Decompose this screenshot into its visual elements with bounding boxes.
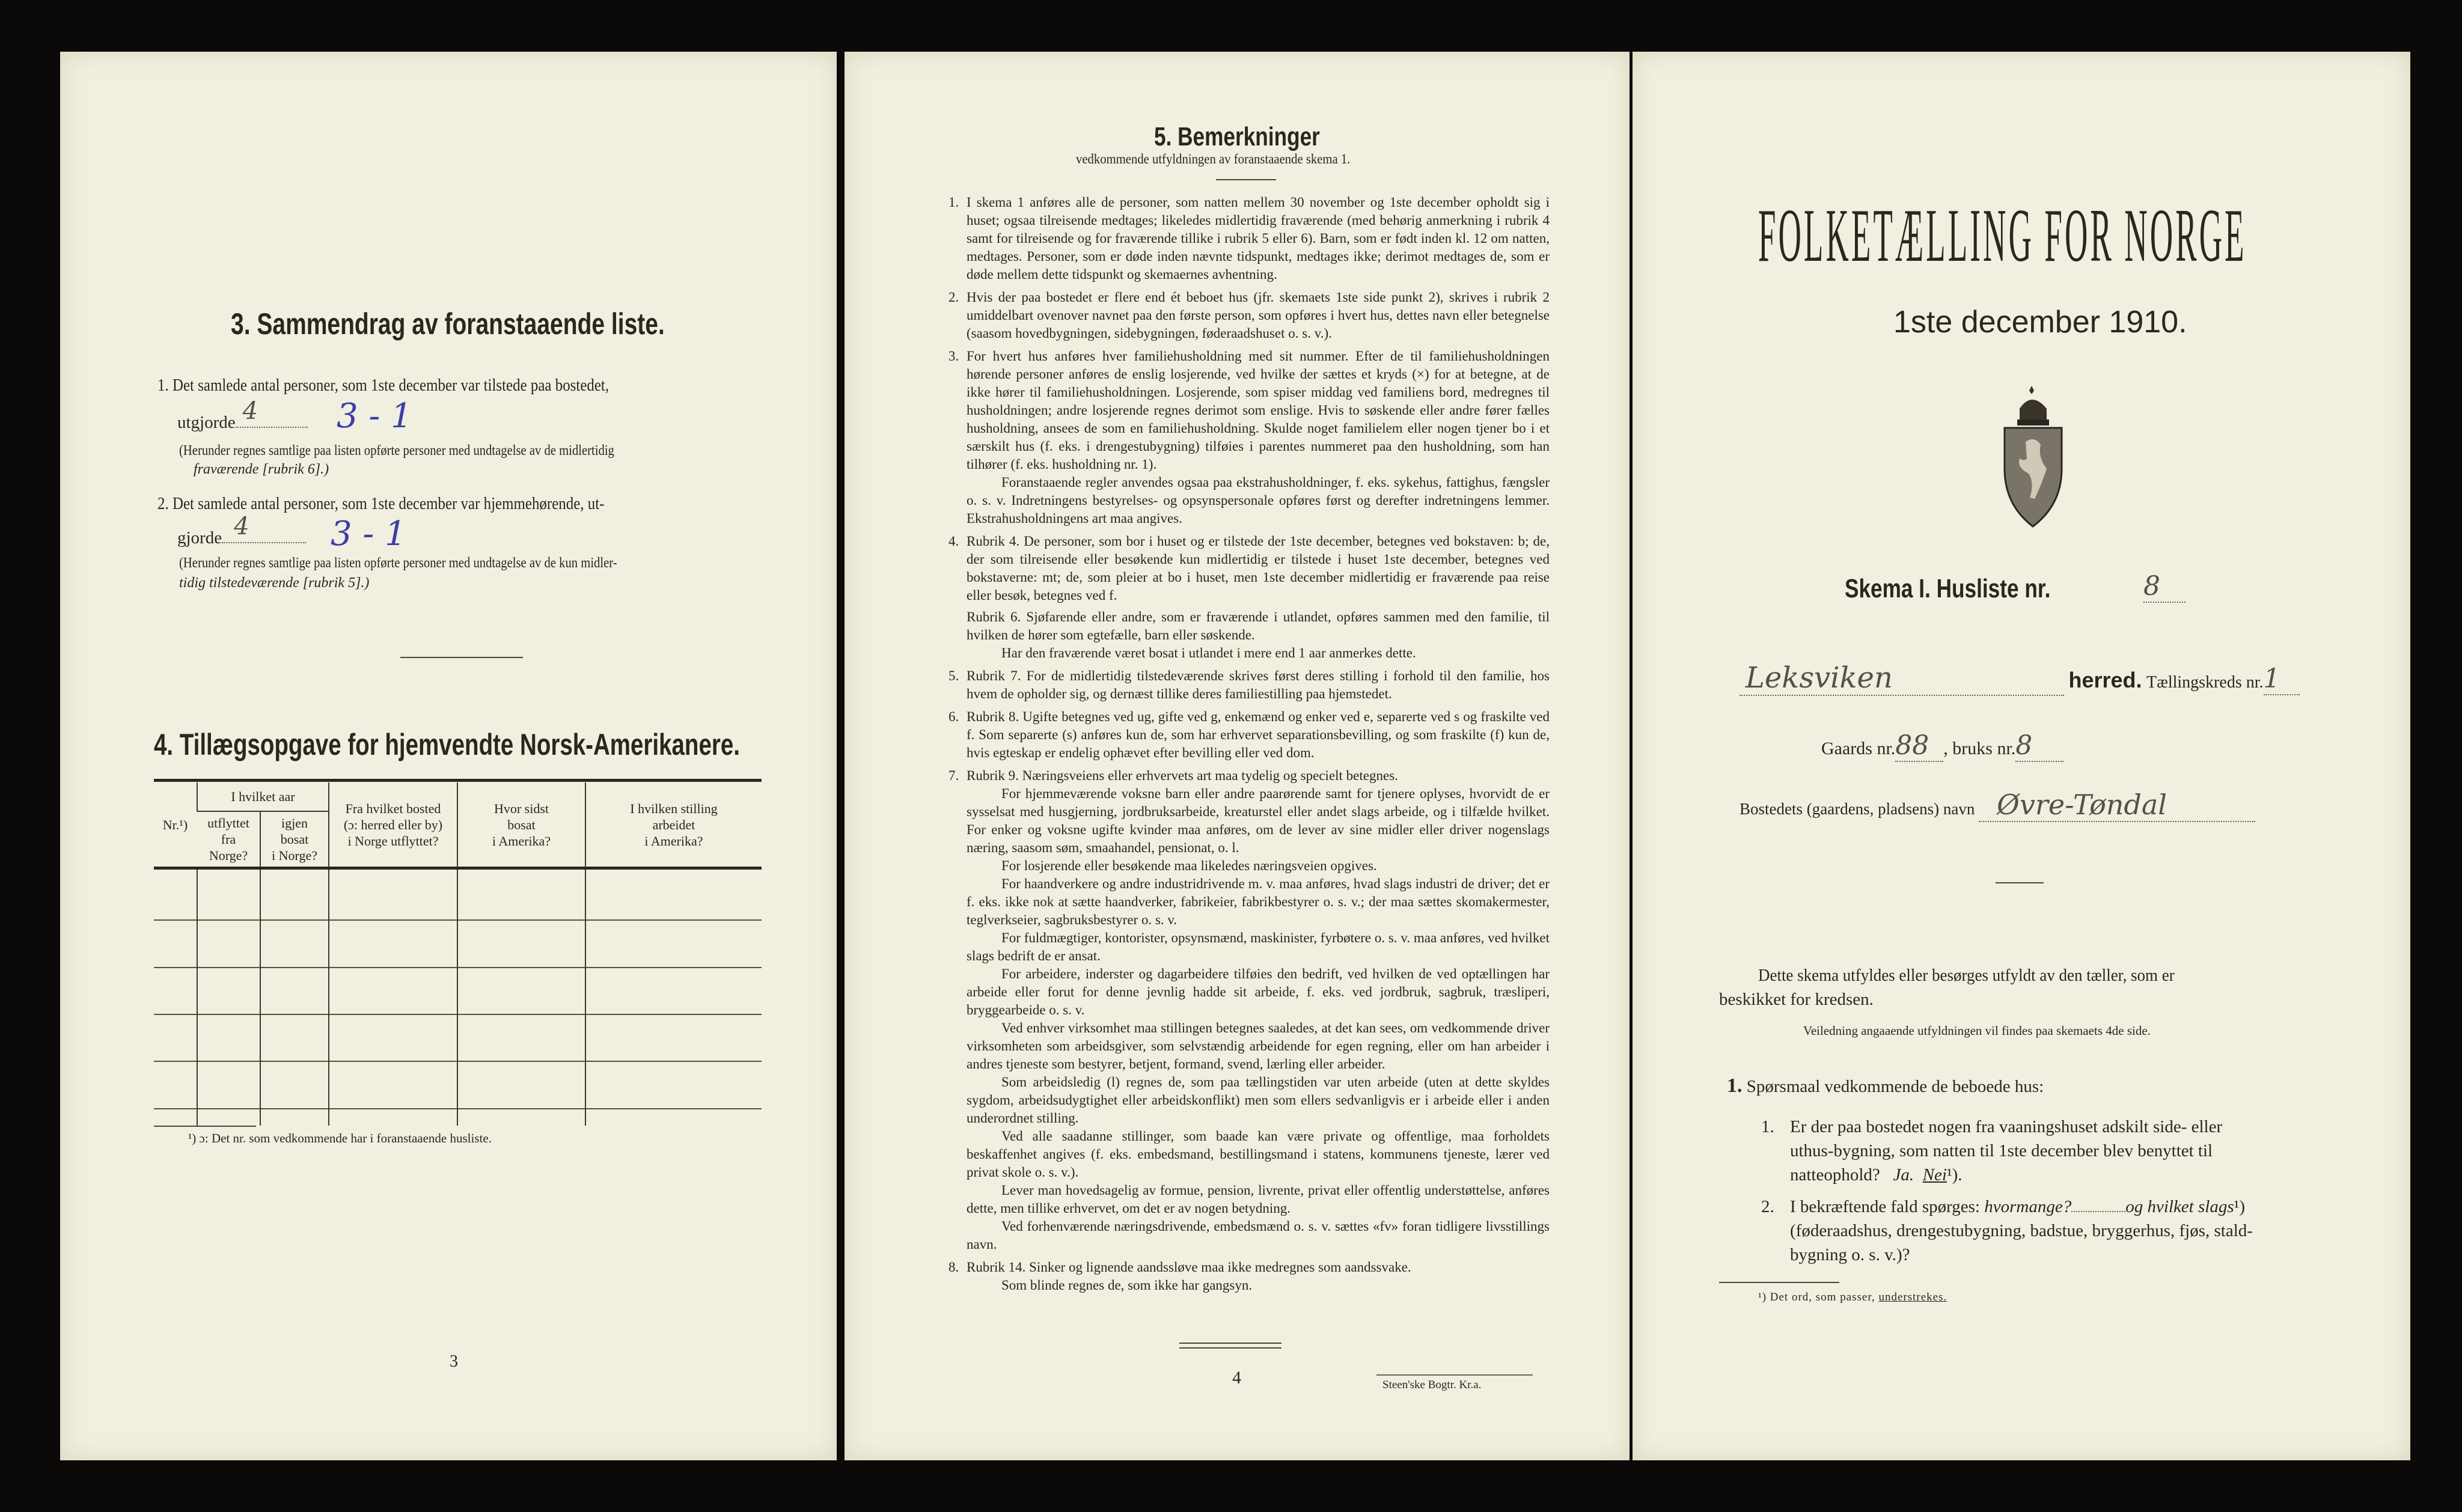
- table-row: [154, 870, 762, 920]
- kreds-value: 1: [2263, 663, 2280, 694]
- answer-ja: Ja.: [1893, 1165, 1914, 1184]
- remark-subparagraph: Har den fraværende været bosat i utlandet i mere end 1 aar anmerkes dette.: [1001, 645, 1416, 660]
- table-footnote: ¹) ɔ: Det nr. som vedkommende har i foranstaaende husliste.: [188, 1131, 492, 1145]
- remark-subparagraph: Ved enhver virksomhet maa stillingen betegnes saaledes, at det kan sees, om vedkommende driver virksomheten som arbeidsgiver, som selvstændig arbeidende for egen regning, eller om han arbeider i andres tjeneste som bestyrer, betjent, formand, svend, lærling eller arbeider.: [967, 1020, 1550, 1072]
- section5-title: 5. Bemerkninger: [1154, 122, 1320, 151]
- husliste-nr-field: 8: [2143, 571, 2186, 603]
- section3-title: 3. Sammendrag av foranstaaende liste.: [231, 307, 665, 341]
- coat-of-arms-icon: [2002, 385, 2065, 529]
- summary-note-2b: tidig tilstedeværende [rubrik 5].): [179, 575, 370, 591]
- table-row: [154, 968, 762, 1014]
- header-nr: Nr.¹): [162, 817, 188, 832]
- header-returned: igjen bosat i Norge?: [260, 811, 329, 867]
- herred-value: Leksviken: [1746, 661, 1893, 695]
- remark-item: [948, 767, 1550, 1254]
- herred-line: Leksviken herred. Tællingskreds nr.1: [1740, 661, 2300, 696]
- header-occupation: I hvilken stilling arbeidet i Amerika?: [585, 782, 762, 867]
- remark-item: [948, 708, 1550, 762]
- ornament-icon: [1996, 882, 2044, 883]
- summary-item-2: 2. Det samlede antal personer, som 1ste december var hjemmehørende, ut-: [157, 494, 605, 513]
- remark-text: Rubrik 9. Næringsveiens eller erhvervets art maa tydelig og specielt betegnes.: [967, 768, 1398, 783]
- remark-number: 2.: [948, 290, 959, 305]
- summary-note-1b: fraværende [rubrik 6].): [194, 462, 329, 477]
- remark-text: Rubrik 7. For de midlertidig tilstedeværende skrives først deres stilling i forhold til den familie, hos hvem de opholder sig, og dernæst tillike deres familiestilling paa hjemstedet.: [967, 668, 1550, 701]
- remark-text: Rubrik 14. Sinker og lignende aandssløve maa ikke medregnes som aandssvake.: [967, 1260, 1411, 1275]
- remark-number: 4.: [948, 534, 959, 549]
- table-row: [154, 1061, 762, 1109]
- remark-item: [948, 532, 1550, 662]
- summary-item-1: 1. Det samlede antal personer, som 1ste december var tilstede paa bostedet,: [157, 376, 609, 395]
- remark-text: Hvis der paa bostedet er flere end ét beboet hus (jfr. skemaets 1ste side punkt 2), skrives i rubrik 2 umiddelbart ovenover navnet paa den første person, som opføres i hvert hus, dettes navn eller betegnelse (saasom hovedbygningen, sidebygningen, føderaadshuset o. s. v.).: [967, 290, 1550, 341]
- page-number: 3: [450, 1352, 458, 1371]
- remark-text: For hvert hus anføres hver familiehusholdning med sit nummer. Efter de til familiehusholdningen hørende personer anføres de enslig losjerende, ved hvilke der sættes et kryds (×) for at betegne, at de ikke hører til familiehusholdningen. Losjerende, som spiser middag ved familiens bord, medregnes til husholdningen; andre losjerende regnes derimot som enslige. Hvis to søskende eller andre fører fælles husholdning, ansees de som en familiehusholdning. Skulde noget familielem eller nogen tjener bo i et særskilt hus (f. eks. i drengestubygning) tilføies i parentes nummeret paa den husholdning, som han tilhører (f. eks. husholdning nr. 1).: [967, 349, 1550, 472]
- census-date: 1ste december 1910.: [1893, 305, 2187, 340]
- remark-subparagraph: Ved alle saadanne stillinger, som baade kan være private og offentlige, maa forholdets beskaffenhet angives (f. eks. embedsmand, bestillingsmand i statens, kommunens tjeneste, lærer ved privat skole o. s. v.).: [967, 1129, 1550, 1180]
- table-top-rule: [154, 779, 762, 782]
- right-footnote: ¹) Det ord, som passer, understrekes.: [1758, 1291, 1947, 1303]
- section4-title: 4. Tillægsopgave for hjemvendte Norsk-Amerikanere.: [154, 728, 740, 761]
- remark-item: [948, 288, 1550, 343]
- printer-imprint: Steen'ske Bogtr. Kr.a.: [1382, 1379, 1482, 1391]
- remark-subparagraph: Som blinde regnes de, som ikke har gangsyn.: [1001, 1278, 1253, 1293]
- divider: [400, 657, 523, 658]
- header-last-residence: Hvor sidst bosat i Amerika?: [457, 782, 585, 867]
- table-row: [154, 1014, 762, 1061]
- footnote-rule: [154, 1126, 256, 1127]
- remark-number: 7.: [948, 768, 959, 783]
- handwritten-count: 4: [242, 397, 258, 425]
- remark-text: Rubrik 4. De personer, som bor i huset og er tilstede der 1ste december, betegnes ved bokstaven: b; de, der som tilreisende eller besøkende kun midlertidig er tilstede i huset 1ste december, betegnes ved bokstaverne: mt; de, som pleier at bo i huset, men 1ste december midlertidig er fraværende paa reise eller besøk, betegnes ved f.: [967, 534, 1550, 603]
- header-from-where: Fra hvilket bosted (ɔ: herred eller by) i Norge utflyttet?: [329, 782, 457, 867]
- divider: [1216, 179, 1276, 180]
- remark-subparagraph: Lever man hovedsagelig av formue, pension, livrente, privat eller offentlig understøttelse, anføres dette, men tillike erhvervet, om det er av nogen betydning.: [967, 1183, 1550, 1216]
- remark-number: 6.: [948, 709, 959, 724]
- header-year-group: I hvilket aar: [197, 782, 329, 811]
- remark-number: 8.: [948, 1260, 959, 1275]
- remark-subparagraph: For fuldmægtiger, kontorister, opsynsmænd, maskinister, fyrbøtere o. s. v. maa anføres, ved hvilket slags bedrift de er ansat.: [967, 930, 1550, 963]
- intro-text-2: beskikket for kredsen.: [1719, 990, 1874, 1009]
- printer-rule: [1376, 1374, 1533, 1376]
- handwritten-count: 4: [234, 513, 249, 540]
- guidance-note: Veiledning angaaende utfyldningen vil findes paa skemaets 4de side.: [1803, 1023, 2151, 1038]
- question-1: 1. Er der paa bostedet nogen fra vaaningshuset adskilt side- eller uthus-bygning, som natten til 1ste december blev benyttet til natteophold? Ja. Nei¹).: [1761, 1117, 2223, 1184]
- gaards-value: 88: [1895, 730, 1929, 761]
- remark-subparagraph: For arbeidere, inderster og dagarbeidere tilføies den bedrift, ved hvilken de ved optællingen har arbeide eller forut for denne jevnlig hadde sit arbeide, f. eks. ved jordbruk, sagbruk, træsliperi, bryggearbeide o. s. v.: [967, 966, 1550, 1017]
- bruks-value: 8: [2015, 730, 2033, 761]
- section5-subtitle: vedkommende utfyldningen av foranstaaende skema 1.: [1076, 151, 1351, 166]
- remark-subparagraph: Ved forhenværende næringsdrivende, embedsmænd o. s. v. sættes «fv» foran tidligere livsstillings navn.: [967, 1219, 1550, 1252]
- question-2: 2. I bekræftende fald spørges: hvormange? og hvilket slags¹) (føderaadshus, drengestubygning, badstue, bryggerhus, fjøs, stald- bygning o. s. v.)?: [1761, 1197, 2253, 1264]
- pencil-correction: 3 - 1: [337, 397, 412, 436]
- table-row: [154, 1109, 762, 1126]
- remark-text: Rubrik 6. Sjøfarende eller andre, som er fraværende i utlandet, opføres sammen med den familie, til hvilken de hører som egtefælle, barn eller søskende.: [967, 609, 1550, 642]
- remark-item: [948, 1258, 1550, 1294]
- remark-number: 5.: [948, 668, 959, 683]
- remark-number: 3.: [948, 349, 959, 364]
- bosted-value: Øvre-Tøndal: [1997, 788, 2167, 821]
- page-number: 4: [1232, 1368, 1241, 1388]
- remark-item: [948, 667, 1550, 703]
- remark-subparagraph: For losjerende eller besøkende maa likeledes næringsveien opgives.: [1001, 858, 1377, 873]
- pencil-correction: 3 - 1: [331, 514, 406, 553]
- remark-number: 1.: [948, 195, 959, 210]
- question-heading: 1. Spørsmaal vedkommende de beboede hus:: [1727, 1075, 2044, 1097]
- summary-item-1-value: utgjorde 4: [177, 409, 308, 433]
- norsk-amerikanere-table: [154, 782, 762, 1126]
- table-row: [154, 920, 762, 968]
- summary-item-2-value: gjorde 4: [177, 524, 306, 548]
- double-rule: [1179, 1343, 1281, 1349]
- bosted-line: Bostedets (gaardens, pladsens) navn Øvre-Tøndal: [1740, 788, 2255, 822]
- remark-subparagraph: For hjemmeværende voksne barn eller andre paarørende samt for tjenere oplyses, hvorvidt de er sysselsat med husgjerning, jordbruksarbeide, kreaturstel eller andet slags arbeide, og i tilfælde hvilket. For enker og voksne ugifte kvinder maa anføres, om de lever av sine midler eller driver nogenslags næring, saasom søm, smaahandel, pensionat, o. l.: [967, 786, 1550, 855]
- remark-item: [948, 194, 1550, 284]
- footnote-rule: [1719, 1282, 1839, 1283]
- remark-text: Rubrik 8. Ugifte betegnes ved ug, gifte ved g, enkemænd og enker ved e, separerte ved s og fraskilte ved f. Som separerte (s) anføres kun de, som har erhvervet separationsbevilling, og som fraskilte (f) kun de, hvis egteskap er endelig ophævet efter bevilling eller ved dom.: [967, 709, 1550, 760]
- remarks-list: [948, 194, 1550, 1299]
- census-title: FOLKETÆLLING FOR NORGE: [1758, 194, 2247, 278]
- gaards-line: Gaards nr.88 , bruks nr.8: [1821, 730, 2063, 762]
- remark-subparagraph: Som arbeidsledig (l) regnes de, som paa tællingstiden var uten arbeide (uten at dette skyldes sygdom, arbeidsudygtighet eller arbeidskonflikt) men som ellers sedvanligvis er i arbeide eller i anden underordnet stilling.: [967, 1075, 1550, 1126]
- intro-text: Dette skema utfyldes eller besørges utfyldt av den tæller, som er: [1758, 966, 2175, 985]
- remark-subparagraph: For haandverkere og andre industridrivende m. v. maa anføres, hvad slags industri de driver; det er f. eks. ikke nok at sætte haandverker, fabrikeier, fabrikbestyrer o. s. v.; der maa sættes skomakermester, teglverkseier, sagbruksbestyrer o. s. v.: [967, 876, 1550, 927]
- remark-subparagraph: Foranstaaende regler anvendes ogsaa paa ekstrahusholdninger, f. eks. sykehus, fattighus, fængsler o. s. v. Indretningens bestyrelses- og opsynspersonale opføres først og derefter indretningens lemmer. Ekstrahusholdningens art maa angives.: [967, 475, 1550, 526]
- remark-item: [948, 347, 1550, 528]
- header-emigrated: utflyttet fra Norge?: [207, 815, 249, 863]
- remark-text: I skema 1 anføres alle de personer, som natten mellem 30 november og 1ste december opholdt sig i huset; ogsaa tilreisende medtages; likeledes midlertidig fraværende (med behørig anmerkning i rubrik 4 samt for tilreisende og for fraværende tillike i rubrik 5 eller 6). Barn, som er født inden kl. 12 om natten, medtages. Personer, som er døde inden nævnte tidspunkt, medtages ikke; derimot medtages de, som er døde mellem dette tidspunkt og skemaernes avhentning.: [967, 195, 1550, 282]
- summary-note-2: (Herunder regnes samtlige paa listen opførte personer med undtagelse av de kun midler-: [179, 555, 617, 571]
- answer-nei-underlined: Nei: [1922, 1165, 1947, 1184]
- schema-label: Skema I. Husliste nr.: [1845, 574, 2051, 603]
- summary-note-1: (Herunder regnes samtlige paa listen opførte personer med undtagelse av de midlertidig: [179, 443, 614, 459]
